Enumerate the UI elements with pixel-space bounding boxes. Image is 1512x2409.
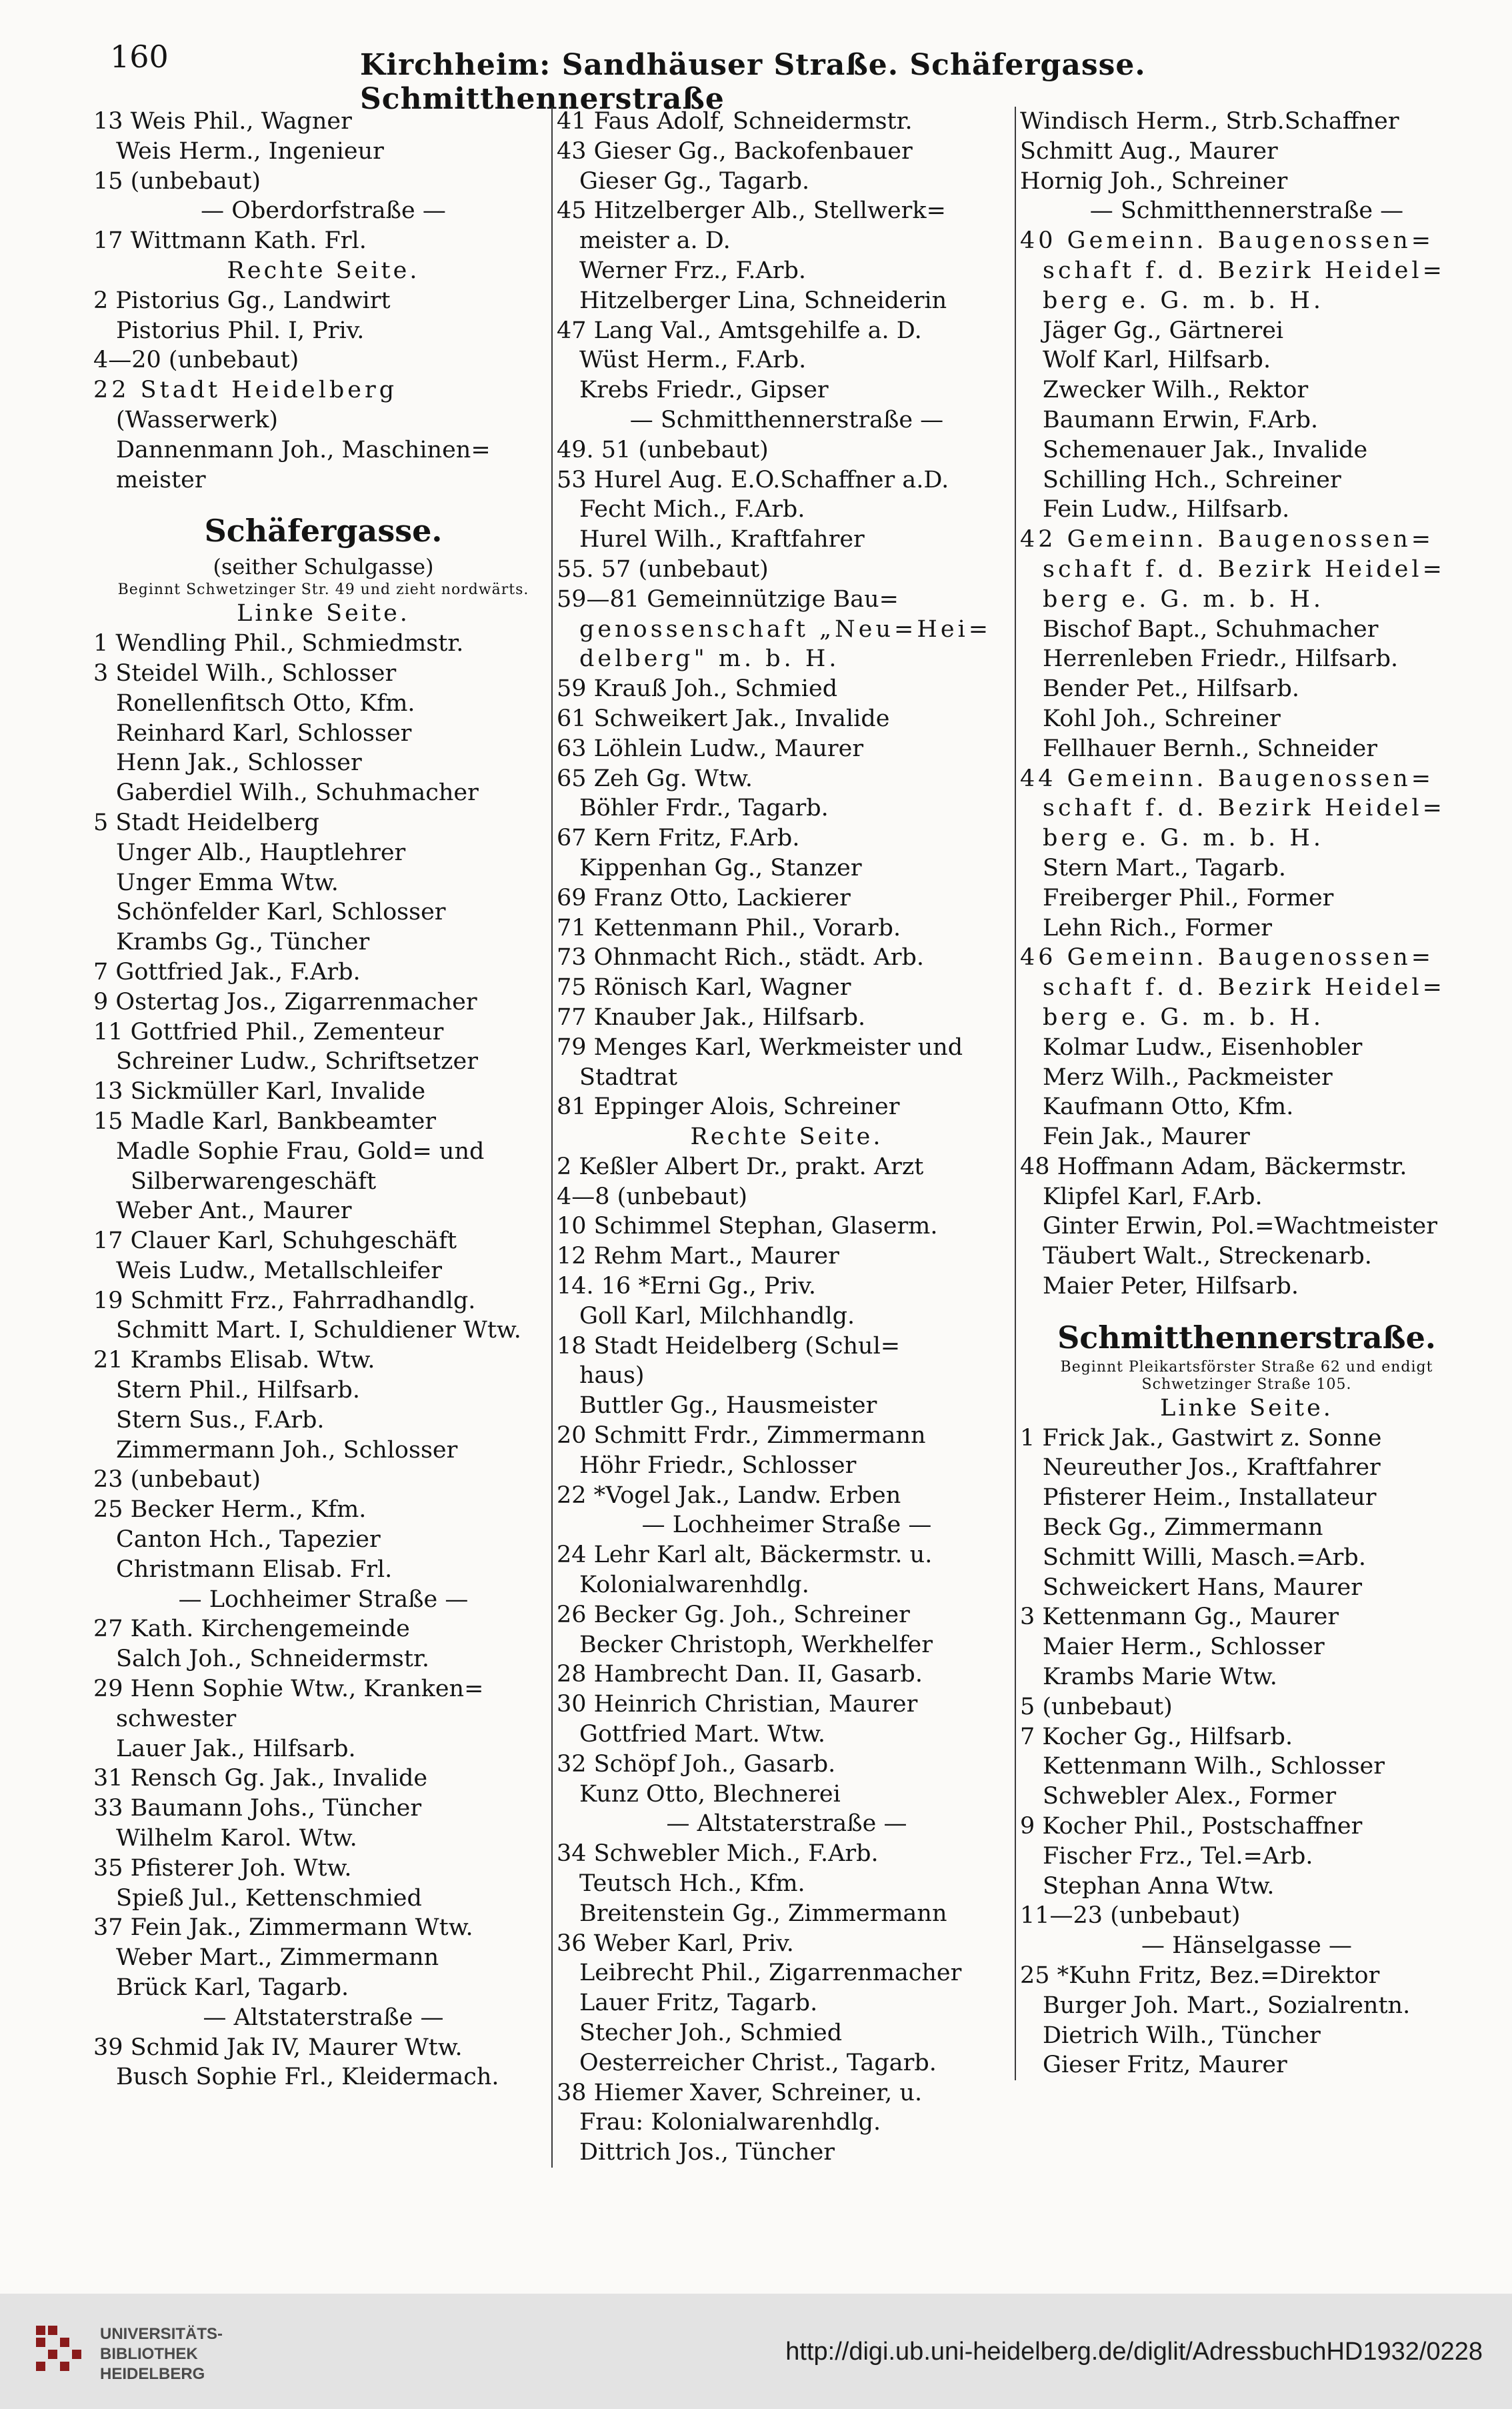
address-entry: Ginter Erwin, Pol.=Wachtmeister: [1043, 1213, 1437, 1240]
side-heading: Rechte Seite.: [690, 1123, 883, 1151]
address-entry: (Wasserwerk): [116, 406, 279, 433]
address-entry: 40 Gemeinn. Baugenossen=: [1020, 227, 1435, 255]
address-entry: schaft f. d. Bezirk Heidel=: [1043, 257, 1445, 284]
address-entry: Unger Emma Wtw.: [116, 869, 339, 896]
address-entry: 25 *Kuhn Fritz, Bez.=Direktor: [1020, 1962, 1380, 1990]
cross-street-marker: — Hänselgasse —: [1141, 1932, 1352, 1960]
address-entry: Oesterreicher Christ., Tagarb.: [579, 2049, 937, 2076]
side-heading: Linke Seite.: [237, 600, 410, 627]
street-heading: Schmitthennerstraße.: [1057, 1319, 1436, 1356]
address-entry: Kolonialwarenhdlg.: [579, 1572, 809, 1599]
address-entry: Merz Wilh., Packmeister: [1043, 1063, 1333, 1091]
address-entry: Wilhelm Karol. Wtw.: [116, 1825, 357, 1852]
address-entry: 7 Gottfried Jak., F.Arb.: [93, 958, 361, 985]
logo-line-3: HEIDELBERG: [100, 2365, 205, 2383]
address-entry: Canton Hch., Tapezier: [116, 1526, 381, 1554]
address-entry: 37 Fein Jak., Zimmermann Wtw.: [93, 1914, 473, 1942]
left-column: [93, 107, 553, 2092]
address-entry: Gottfried Mart. Wtw.: [579, 1721, 826, 1748]
address-entry: genossenschaft „Neu=Hei=: [579, 615, 992, 643]
address-entry: 53 Hurel Aug. E.O.Schaffner a.D.: [557, 466, 949, 493]
address-entry: 1 Wendling Phil., Schmiedmstr.: [93, 630, 464, 657]
side-heading: Rechte Seite.: [227, 257, 420, 284]
address-entry: Pfisterer Heim., Installateur: [1043, 1484, 1377, 1512]
address-entry: 32 Schöpf Joh., Gasarb.: [557, 1750, 836, 1778]
address-entry: Weis Ludw., Metallschleifer: [116, 1257, 442, 1284]
street-note: Beginnt Schwetzinger Str. 49 und zieht nordwärts.: [117, 581, 529, 599]
address-entry: Kaufmann Otto, Kfm.: [1043, 1093, 1294, 1121]
address-entry: Windisch Herm., Strb.Schaffner: [1020, 108, 1399, 135]
address-entry: 30 Heinrich Christian, Maurer: [557, 1691, 918, 1718]
address-entry: 46 Gemeinn. Baugenossen=: [1020, 944, 1435, 971]
cross-street-marker: — Schmitthennerstraße —: [1089, 197, 1404, 225]
address-entry: 18 Stadt Heidelberg (Schul=: [557, 1332, 901, 1360]
address-entry: 2 Pistorius Gg., Landwirt: [93, 287, 391, 314]
side-heading: Linke Seite.: [1160, 1394, 1333, 1422]
address-entry: Madle Sophie Frau, Gold= und: [116, 1137, 485, 1165]
address-entry: Kunz Otto, Blechnerei: [579, 1780, 841, 1808]
address-entry: Fecht Mich., F.Arb.: [579, 496, 805, 523]
address-entry: Lauer Jak., Hilfsarb.: [116, 1735, 356, 1762]
address-entry: Hitzelberger Lina, Schneiderin: [579, 287, 947, 314]
address-entry: Fein Ludw., Hilfsarb.: [1043, 496, 1290, 523]
address-entry: schaft f. d. Bezirk Heidel=: [1043, 795, 1445, 822]
address-entry: Zwecker Wilh., Rektor: [1043, 377, 1309, 404]
address-entry: Schilling Hch., Schreiner: [1043, 466, 1341, 493]
address-entry: Fellhauer Bernh., Schneider: [1043, 735, 1378, 762]
address-entry: Teutsch Hch., Kfm.: [579, 1870, 805, 1898]
address-entry: 13 Weis Phil., Wagner: [93, 108, 352, 135]
address-entry: 19 Schmitt Frz., Fahrradhandlg.: [93, 1287, 476, 1314]
address-entry: Buttler Gg., Hausmeister: [579, 1392, 877, 1420]
address-entry: 38 Hiemer Xaver, Schreiner, u.: [557, 2079, 923, 2106]
cross-street-marker: — Lochheimer Straße —: [641, 1512, 932, 1539]
address-entry: Henn Jak., Schlosser: [116, 749, 362, 777]
address-entry: Stern Mart., Tagarb.: [1043, 854, 1287, 881]
address-entry: Kohl Joh., Schreiner: [1043, 705, 1281, 732]
address-entry: Schweickert Hans, Maurer: [1043, 1574, 1362, 1601]
address-entry: Pistorius Phil. I, Priv.: [116, 317, 365, 344]
address-entry: Bischof Bapt., Schuhmacher: [1043, 615, 1379, 643]
address-entry: Neureuther Jos., Kraftfahrer: [1043, 1454, 1381, 1482]
address-entry: Stern Phil., Hilfsarb.: [116, 1377, 360, 1404]
address-entry: Becker Christoph, Werkhelfer: [579, 1631, 933, 1658]
address-entry: Schmitt Aug., Maurer: [1020, 137, 1278, 165]
address-entry: 29 Henn Sophie Wtw., Kranken=: [93, 1676, 484, 1703]
address-entry: 28 Hambrecht Dan. II, Gasarb.: [557, 1661, 923, 1688]
address-entry: (seither Schulgasse): [213, 554, 434, 580]
column-divider: [1015, 107, 1016, 2080]
library-logo-icon: [32, 2322, 92, 2382]
address-entry: Gaberdiel Wilh., Schuhmacher: [116, 779, 479, 807]
address-entry: berg e. G. m. b. H.: [1043, 1003, 1325, 1031]
address-entry: 77 Knauber Jak., Hilfsarb.: [557, 1003, 866, 1031]
address-entry: Werner Frz., F.Arb.: [579, 257, 807, 284]
address-entry: 45 Hitzelberger Alb., Stellwerk=: [557, 197, 946, 225]
address-entry: meister a. D.: [579, 227, 731, 255]
running-header: Kirchheim: Sandhäuser Straße. Schäfergasse. Schmitthennerstraße: [360, 48, 1146, 116]
address-entry: schaft f. d. Bezirk Heidel=: [1043, 555, 1445, 583]
address-entry: Salch Joh., Schneidermstr.: [116, 1646, 429, 1673]
address-entry: berg e. G. m. b. H.: [1043, 585, 1325, 613]
address-entry: Stern Sus., F.Arb.: [116, 1406, 325, 1434]
cross-street-marker: — Schmitthennerstraße —: [629, 406, 944, 433]
address-entry: 14. 16 *Erni Gg., Priv.: [557, 1273, 817, 1300]
address-entry: Fein Jak., Maurer: [1043, 1123, 1250, 1151]
library-logo-text: [100, 2324, 223, 2384]
address-entry: 42 Gemeinn. Baugenossen=: [1020, 526, 1435, 553]
address-entry: 73 Ohnmacht Rich., städt. Arb.: [557, 944, 925, 971]
address-entry: Täubert Walt., Streckenarb.: [1043, 1243, 1372, 1270]
address-entry: Maier Peter, Hilfsarb.: [1043, 1273, 1299, 1300]
address-entry: 61 Schweikert Jak., Invalide: [557, 705, 890, 732]
address-entry: 11—23 (unbebaut): [1020, 1902, 1241, 1930]
address-entry: meister: [116, 466, 206, 493]
address-entry: 17 Wittmann Kath. Frl.: [93, 227, 367, 255]
address-entry: 7 Kocher Gg., Hilfsarb.: [1020, 1723, 1293, 1750]
address-entry: Krambs Gg., Tüncher: [116, 929, 370, 956]
address-entry: Höhr Friedr., Schlosser: [579, 1452, 857, 1479]
address-entry: berg e. G. m. b. H.: [1043, 825, 1325, 852]
address-entry: Schwebler Alex., Former: [1043, 1783, 1337, 1810]
address-entry: Weber Mart., Zimmermann: [116, 1944, 439, 1972]
address-entry: 69 Franz Otto, Lackierer: [557, 884, 851, 911]
address-entry: 25 Becker Herm., Kfm.: [93, 1496, 367, 1524]
address-entry: Kettenmann Wilh., Schlosser: [1043, 1753, 1385, 1780]
address-entry: Stadtrat: [579, 1063, 678, 1091]
address-entry: 24 Lehr Karl alt, Bäckermstr. u.: [557, 1542, 933, 1569]
address-entry: Weber Ant., Maurer: [116, 1197, 352, 1225]
address-entry: 39 Schmid Jak IV, Maurer Wtw.: [93, 2034, 463, 2061]
address-entry: 31 Rensch Gg. Jak., Invalide: [93, 1765, 428, 1792]
address-entry: Baumann Erwin, F.Arb.: [1043, 406, 1319, 433]
address-entry: schaft f. d. Bezirk Heidel=: [1043, 974, 1445, 1001]
address-entry: 59 Krauß Joh., Schmied: [557, 675, 838, 703]
address-entry: 65 Zeh Gg. Wtw.: [557, 765, 753, 792]
address-entry: Spieß Jul., Kettenschmied: [116, 1884, 422, 1912]
address-entry: Bender Pet., Hilfsarb.: [1043, 675, 1300, 703]
address-entry: 43 Gieser Gg., Backofenbauer: [557, 137, 913, 165]
address-entry: 79 Menges Karl, Werkmeister und: [557, 1033, 963, 1061]
address-entry: Leibrecht Phil., Zigarrenmacher: [579, 1960, 962, 1987]
address-entry: Krambs Marie Wtw.: [1043, 1664, 1277, 1691]
address-entry: haus): [579, 1362, 645, 1390]
address-entry: Burger Joh. Mart., Sozialrentn.: [1043, 1992, 1411, 2019]
address-entry: berg e. G. m. b. H.: [1043, 287, 1325, 314]
address-entry: Beck Gg., Zimmermann: [1043, 1514, 1323, 1542]
address-entry: Reinhard Karl, Schlosser: [116, 719, 412, 747]
column-divider: [551, 107, 553, 2168]
address-entry: Schönfelder Karl, Schlosser: [116, 899, 446, 926]
address-entry: Lehn Rich., Former: [1043, 914, 1273, 941]
street-note: Beginnt Pleikartsförster Straße 62 und endigt Schwetzinger Straße 105.: [1060, 1358, 1433, 1393]
address-entry: Breitenstein Gg., Zimmermann: [579, 1900, 947, 1927]
address-entry: Wüst Herm., F.Arb.: [579, 347, 807, 374]
address-entry: 3 Kettenmann Gg., Maurer: [1020, 1604, 1339, 1631]
address-entry: Kippenhan Gg., Stanzer: [579, 854, 862, 881]
address-entry: 48 Hoffmann Adam, Bäckermstr.: [1020, 1153, 1407, 1180]
page-number: 160: [110, 39, 169, 75]
address-entry: schwester: [116, 1705, 237, 1732]
address-entry: Hurel Wilh., Kraftfahrer: [579, 526, 865, 553]
address-entry: Zimmermann Joh., Schlosser: [116, 1436, 458, 1464]
address-entry: 47 Lang Val., Amtsgehilfe a. D.: [557, 317, 922, 344]
address-entry: Dannenmann Joh., Maschinen=: [116, 436, 491, 463]
address-entry: 34 Schwebler Mich., F.Arb.: [557, 1840, 879, 1868]
address-entry: 81 Eppinger Alois, Schreiner: [557, 1093, 900, 1121]
address-entry: 59—81 Gemeinnützige Bau=: [557, 585, 899, 613]
address-entry: 55. 57 (unbebaut): [557, 555, 769, 583]
address-entry: 5 Stadt Heidelberg: [93, 809, 319, 836]
address-entry: 15 Madle Karl, Bankbeamter: [93, 1107, 437, 1135]
address-entry: Gieser Fritz, Maurer: [1043, 2052, 1287, 2079]
address-entry: Stephan Anna Wtw.: [1043, 1872, 1275, 1900]
address-entry: 12 Rehm Mart., Maurer: [557, 1243, 839, 1270]
address-entry: Brück Karl, Tagarb.: [116, 1974, 349, 2002]
address-entry: Frau: Kolonialwarenhdlg.: [579, 2109, 881, 2136]
address-entry: Fischer Frz., Tel.=Arb.: [1043, 1842, 1313, 1870]
address-entry: Krebs Friedr., Gipser: [579, 377, 829, 404]
address-entry: 9 Ostertag Jos., Zigarrenmacher: [93, 988, 477, 1015]
address-entry: Maier Herm., Schlosser: [1043, 1634, 1325, 1661]
address-entry: 41 Faus Adolf, Schneidermstr.: [557, 108, 913, 135]
address-entry: 13 Sickmüller Karl, Invalide: [93, 1078, 426, 1105]
address-entry: 10 Schimmel Stephan, Glaserm.: [557, 1213, 938, 1240]
address-entry: 67 Kern Fritz, F.Arb.: [557, 825, 800, 852]
address-entry: Goll Karl, Milchhandlg.: [579, 1302, 855, 1330]
address-entry: 23 (unbebaut): [93, 1466, 261, 1494]
address-entry: Unger Alb., Hauptlehrer: [116, 839, 406, 866]
cross-street-marker: — Oberdorfstraße —: [201, 197, 446, 225]
address-entry: Schreiner Ludw., Schriftsetzer: [116, 1048, 478, 1075]
address-entry: Jäger Gg., Gärtnerei: [1043, 317, 1284, 344]
address-entry: 71 Kettenmann Phil., Vorarb.: [557, 914, 901, 941]
address-entry: Wolf Karl, Hilfsarb.: [1043, 347, 1271, 374]
address-entry: Christmann Elisab. Frl.: [116, 1556, 393, 1583]
address-entry: 44 Gemeinn. Baugenossen=: [1020, 765, 1435, 792]
address-entry: 26 Becker Gg. Joh., Schreiner: [557, 1601, 910, 1628]
address-entry: 49. 51 (unbebaut): [557, 436, 769, 463]
right-column: [1020, 107, 1473, 2080]
address-entry: 5 (unbebaut): [1020, 1693, 1173, 1720]
address-entry: Schmitt Mart. I, Schuldiener Wtw.: [116, 1317, 521, 1344]
address-entry: 9 Kocher Phil., Postschaffner: [1020, 1813, 1363, 1840]
address-entry: 35 Pfisterer Joh. Wtw.: [93, 1854, 352, 1882]
address-entry: Weis Herm., Ingenieur: [116, 137, 384, 165]
address-entry: 22 Stadt Heidelberg: [93, 377, 398, 404]
source-url-link[interactable]: http://digi.ub.uni-heidelberg.de/diglit/AdressbuchHD1932/0228: [785, 2338, 1483, 2366]
address-entry: Herrenleben Friedr., Hilfsarb.: [1043, 645, 1399, 673]
logo-line-2: BIBLIOTHEK: [100, 2345, 198, 2363]
address-entry: 22 *Vogel Jak., Landw. Erben: [557, 1482, 901, 1509]
address-entry: 27 Kath. Kirchengemeinde: [93, 1616, 410, 1643]
address-entry: Ronellenfitsch Otto, Kfm.: [116, 689, 415, 717]
cross-street-marker: — Altstaterstraße —: [666, 1810, 907, 1838]
cross-street-marker: — Lochheimer Straße —: [178, 1586, 469, 1613]
address-entry: 1 Frick Jak., Gastwirt z. Sonne: [1020, 1424, 1382, 1452]
address-entry: Gieser Gg., Tagarb.: [579, 167, 810, 195]
address-entry: Freiberger Phil., Former: [1043, 884, 1334, 911]
address-entry: 36 Weber Karl, Priv.: [557, 1930, 794, 1957]
address-entry: Hornig Joh., Schreiner: [1020, 167, 1288, 195]
address-entry: 21 Krambs Elisab. Wtw.: [93, 1347, 375, 1374]
address-entry: 17 Clauer Karl, Schuhgeschäft: [93, 1228, 457, 1255]
street-heading: Schäfergasse.: [204, 513, 443, 549]
middle-column: [557, 107, 1017, 2168]
address-entry: Kolmar Ludw., Eisenhobler: [1043, 1033, 1363, 1061]
address-entry: 4—20 (unbebaut): [93, 347, 299, 374]
address-entry: Dittrich Jos., Tüncher: [579, 2139, 835, 2166]
address-entry: 3 Steidel Wilh., Schlosser: [93, 659, 397, 687]
address-entry: Schemenauer Jak., Invalide: [1043, 436, 1368, 463]
address-entry: 15 (unbebaut): [93, 167, 261, 195]
address-entry: Stecher Joh., Schmied: [579, 2020, 843, 2046]
address-entry: 4—8 (unbebaut): [557, 1183, 748, 1210]
library-footer-bar: [0, 2294, 1512, 2409]
address-entry: Busch Sophie Frl., Kleidermach.: [116, 2064, 499, 2091]
address-entry: 11 Gottfried Phil., Zementeur: [93, 1018, 444, 1045]
logo-line-1: UNIVERSITÄTS-: [100, 2325, 223, 2343]
cross-street-marker: — Altstaterstraße —: [203, 2004, 444, 2031]
address-entry: 63 Löhlein Ludw., Maurer: [557, 735, 864, 762]
address-entry: Silberwarengeschäft: [131, 1167, 377, 1195]
address-entry: Dietrich Wilh., Tüncher: [1043, 2022, 1321, 2049]
address-entry: 33 Baumann Johs., Tüncher: [93, 1795, 422, 1822]
address-entry: Lauer Fritz, Tagarb.: [579, 1990, 818, 2017]
address-entry: delberg" m. b. H.: [579, 645, 840, 673]
address-entry: Böhler Frdr., Tagarb.: [579, 795, 829, 822]
address-entry: Klipfel Karl, F.Arb.: [1043, 1183, 1263, 1210]
address-entry: 20 Schmitt Frdr., Zimmermann: [557, 1422, 926, 1450]
address-entry: Schmitt Willi, Masch.=Arb.: [1043, 1544, 1366, 1571]
address-entry: 75 Rönisch Karl, Wagner: [557, 974, 851, 1001]
address-entry: 2 Keßler Albert Dr., prakt. Arzt: [557, 1153, 924, 1180]
